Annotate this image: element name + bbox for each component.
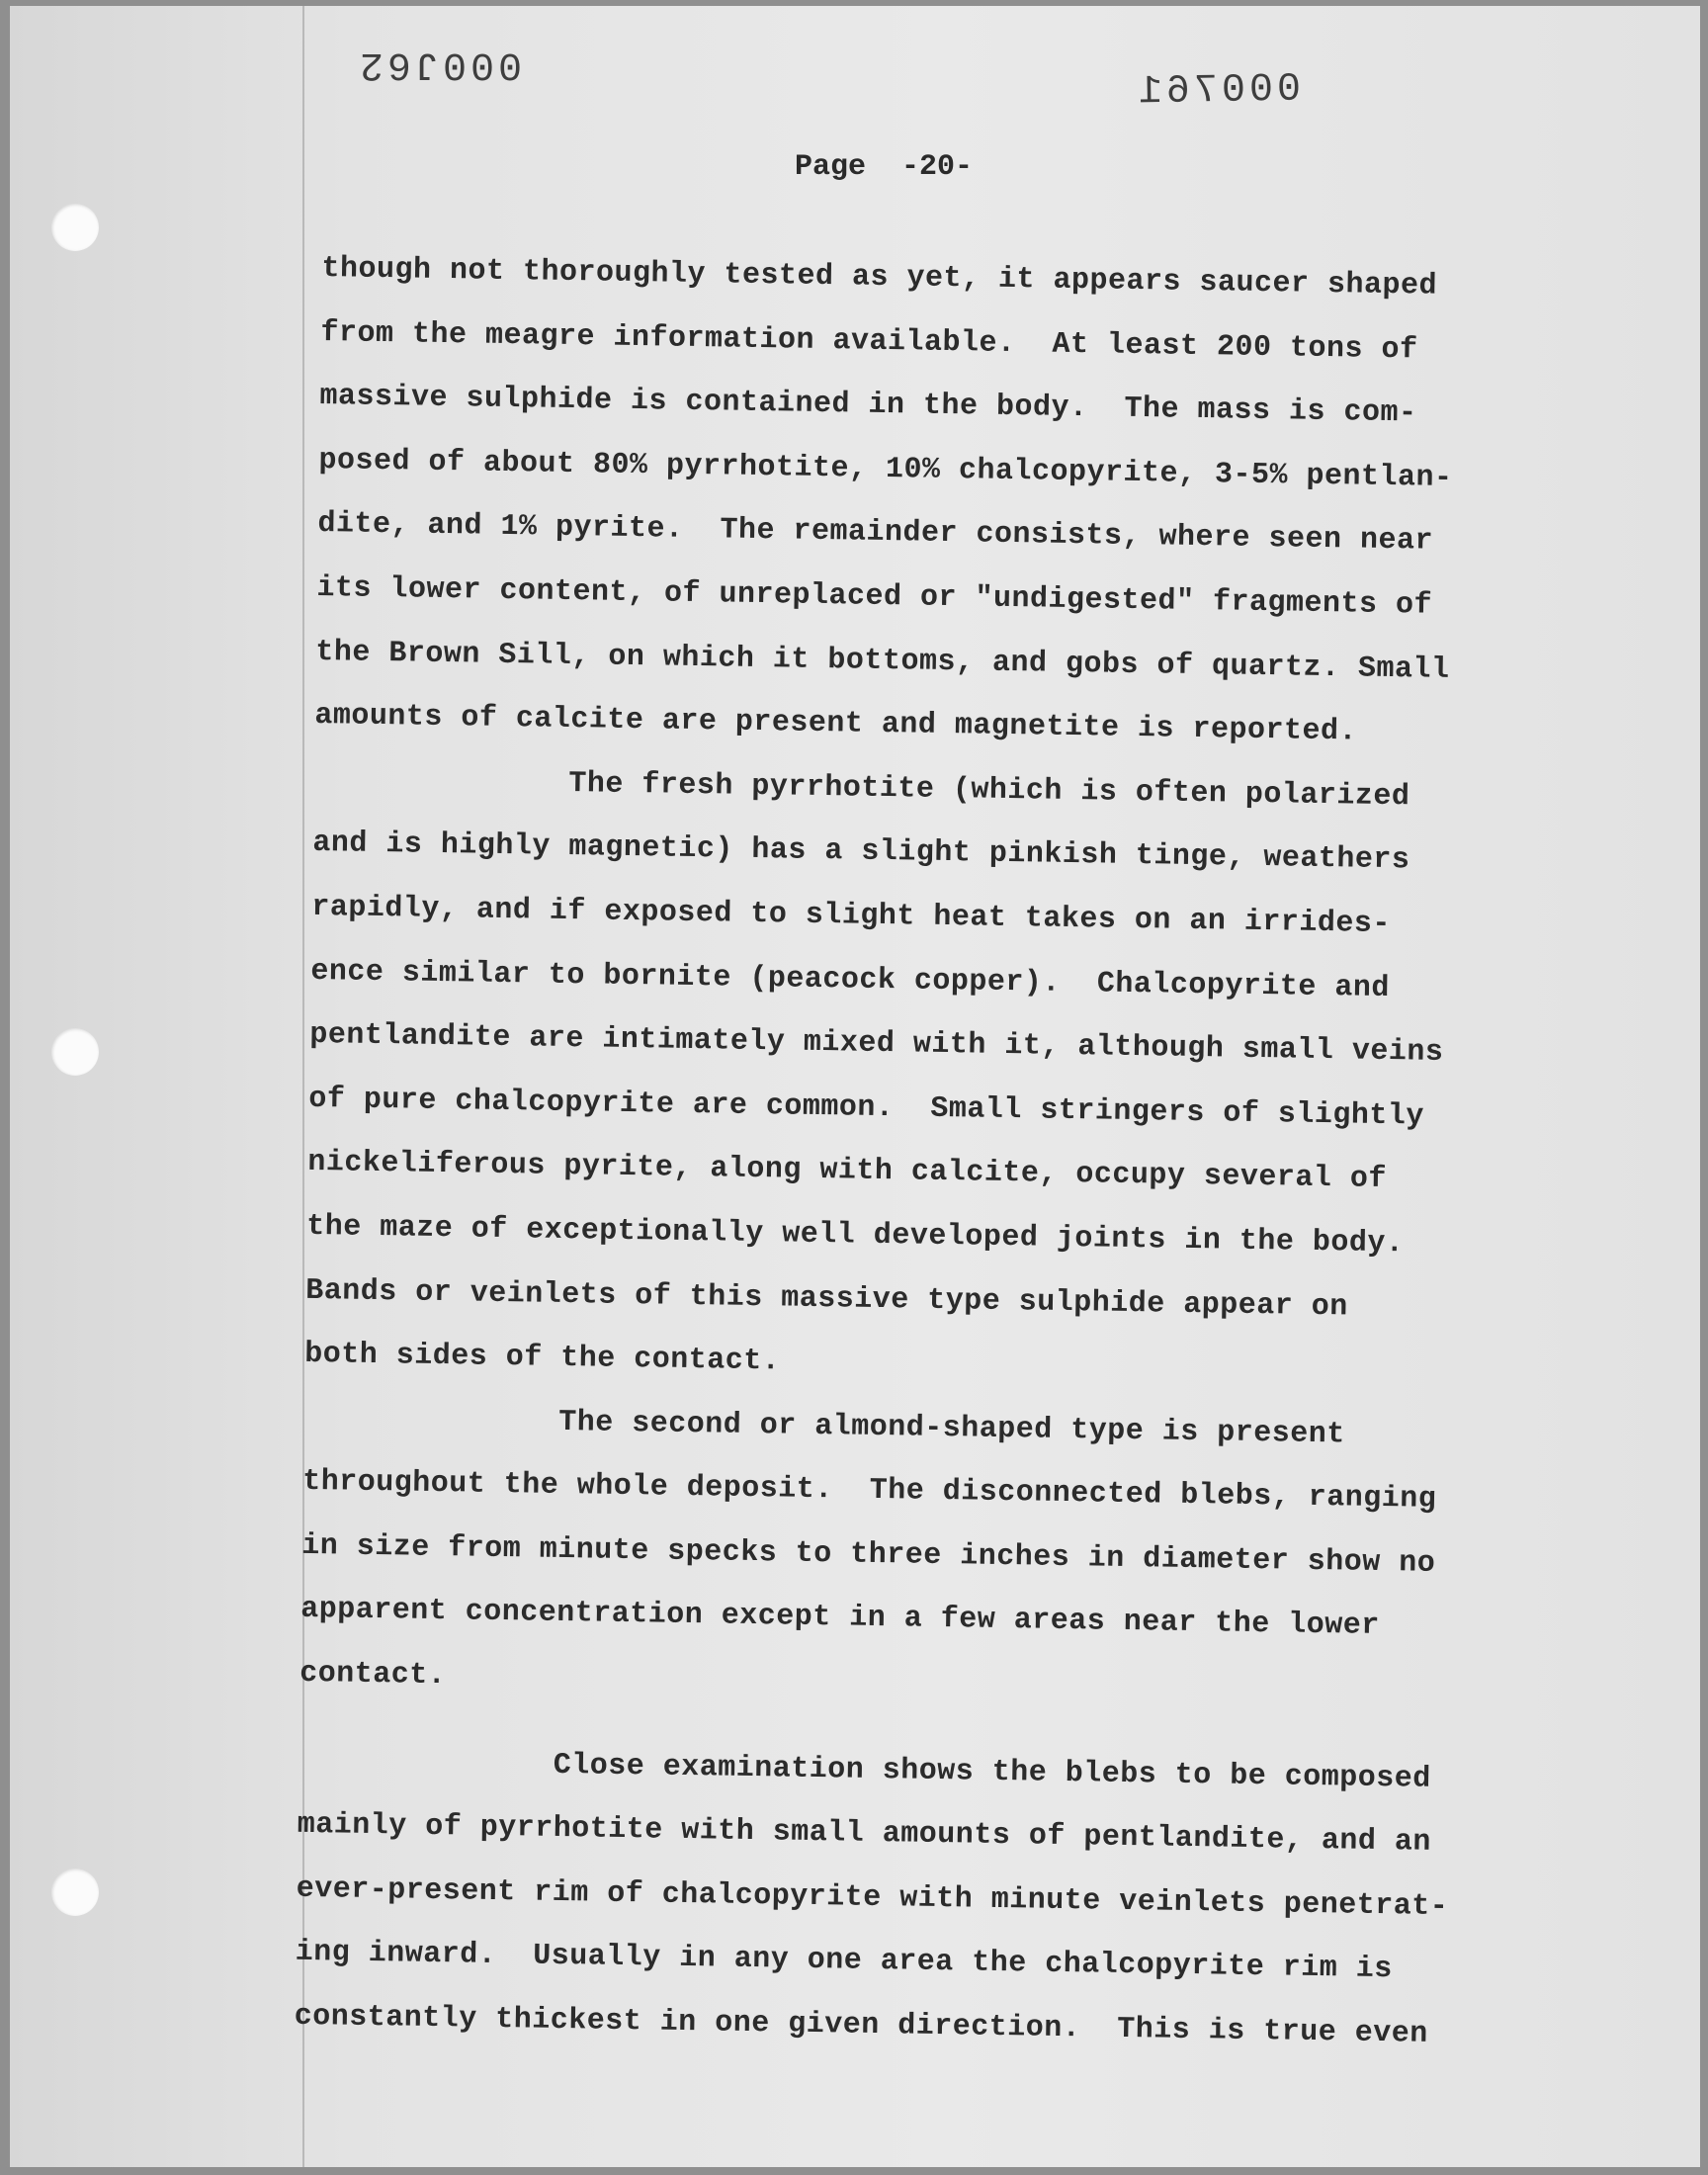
punch-hole-bottom [51,1869,99,1916]
text-line: constantly thickest in one given direction. This is true even [294,1999,1429,2051]
text-line: rapidly, and if exposed to slight heat takes on an irrides- [311,890,1392,941]
text-line-indented: The fresh pyrrhotite (which is often polarized [568,766,1410,815]
text-line: of pure chalcopyrite are common. Small stringers of slightly [308,1082,1425,1134]
text-line: massive sulphide is contained in the body. The mass is com- [319,380,1417,431]
punch-hole-middle [51,1028,99,1076]
text-line: though not thoroughly tested as yet, it appears saucer shaped [321,251,1438,304]
punch-hole-top [51,204,99,251]
text-line: pentlandite are intimately mixed with it, although small veins [309,1018,1444,1071]
text-line: ence similar to bornite (peacock copper). Chalcopyrite and [310,954,1391,1005]
text-line: the Brown Sill, on which it bottoms, and gobs of quartz. Small [315,635,1450,687]
text-line: ever-present rim of chalcopyrite with minute veinlets penetrat- [296,1871,1449,1924]
text-line: dite, and 1% pyrite. The remainder consists, where seen near [317,507,1434,560]
text-line: apparent concentration except in a few areas near the lower [299,1593,1381,1644]
text-line: mainly of pyrrhotite with small amounts of pentlandite, and an [297,1808,1432,1861]
body-text [294,237,1597,2069]
text-line: posed of about 80% pyrrhotite, 10% chalcopyrite, 3-5% pentlan- [318,443,1453,495]
text-line: contact. [299,1656,447,1694]
text-line-indented: The second or almond-shaped type is present [557,1405,1346,1452]
text-line: amounts of calcite are present and magnetite is reported. [314,699,1358,749]
stamp-number-right: 000761 [1134,67,1302,116]
text-line: from the meagre information available. At least 200 tons of [320,315,1418,368]
stamp-number-left: 000J62 [356,42,523,86]
text-line: throughout the whole deposit. The disconnected blebs, ranging [301,1465,1437,1518]
text-line: Bands or veinlets of this massive type sulphide appear on [304,1273,1349,1324]
text-line: in size from minute specks to three inches in diameter show no [300,1528,1436,1581]
text-line: and is highly magnetic) has a slight pinkish tinge, weathers [312,826,1410,878]
text-line: its lower content, of unreplaced or "undigested" fragments of [316,570,1433,623]
text-line: nickeliferous pyrite, along with calcite, occupy several of [307,1146,1388,1197]
page-number-header: Page -20- [795,150,974,184]
document-page [10,6,1700,2167]
text-line-indented: Close examination shows the blebs to be composed [553,1748,1432,1796]
text-line: ing inward. Usually in any one area the chalcopyrite rim is [295,1936,1394,1987]
text-line: the maze of exceptionally well developed joints in the body. [306,1209,1405,1262]
text-line: both sides of the contact. [303,1337,781,1379]
